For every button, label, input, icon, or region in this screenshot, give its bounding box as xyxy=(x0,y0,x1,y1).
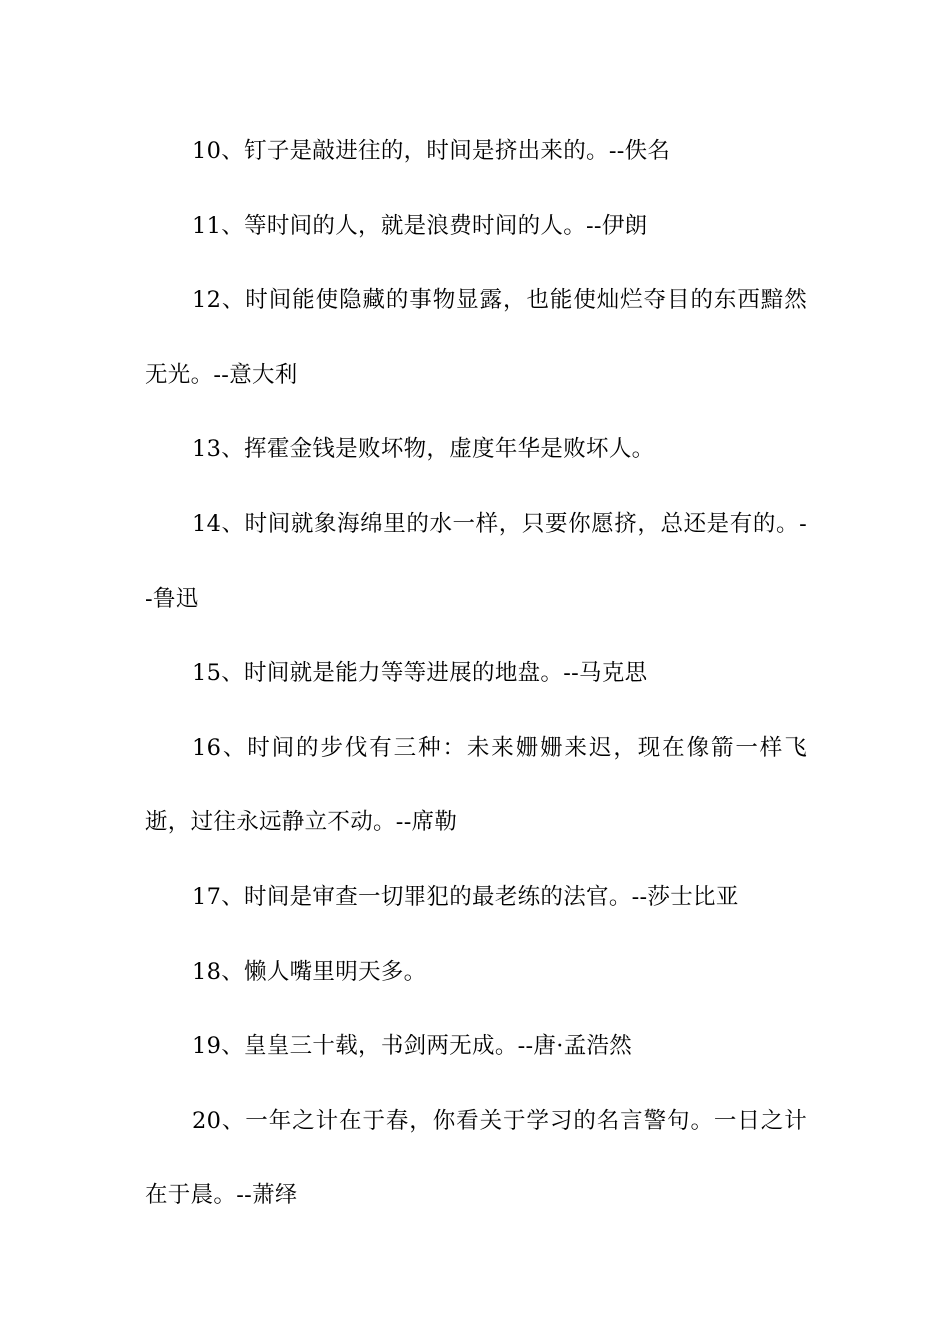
quote-paragraph: 20、一年之计在于春，你看关于学习的名言警句。一日之计在于晨。--萧绎 xyxy=(145,1107,807,1209)
quote-paragraph: 16、时间的步伐有三种：未来姗姗来迟，现在像箭一样飞逝，过往永远静立不动。--席勒 xyxy=(145,734,807,836)
quote-paragraph: 11、等时间的人，就是浪费时间的人。--伊朗 xyxy=(192,212,648,239)
quotes-text xyxy=(145,114,807,1233)
quote-paragraph: 18、懒人嘴里明天多。 xyxy=(192,958,427,985)
quote-paragraph: 10、钉子是敲进往的，时间是挤出来的。--佚名 xyxy=(192,138,671,164)
quote-paragraph: 17、时间是审查一切罪犯的最老练的法官。--莎士比亚 xyxy=(192,883,739,910)
quote-paragraph: 15、时间就是能力等等进展的地盘。--马克思 xyxy=(192,660,648,687)
quote-paragraph: 14、时间就象海绵里的水一样，只要你愿挤，总还是有的。--鲁迅 xyxy=(145,510,807,612)
quote-paragraph: 13、挥霍金钱是败坏物，虚度年华是败坏人。 xyxy=(192,436,655,463)
quote-paragraph: 19、皇皇三十载，书剑两无成。--唐·孟浩然 xyxy=(192,1033,633,1060)
quote-paragraph: 12、时间能使隐藏的事物显露，也能使灿烂夺目的东西黯然无光。--意大利 xyxy=(145,287,807,388)
